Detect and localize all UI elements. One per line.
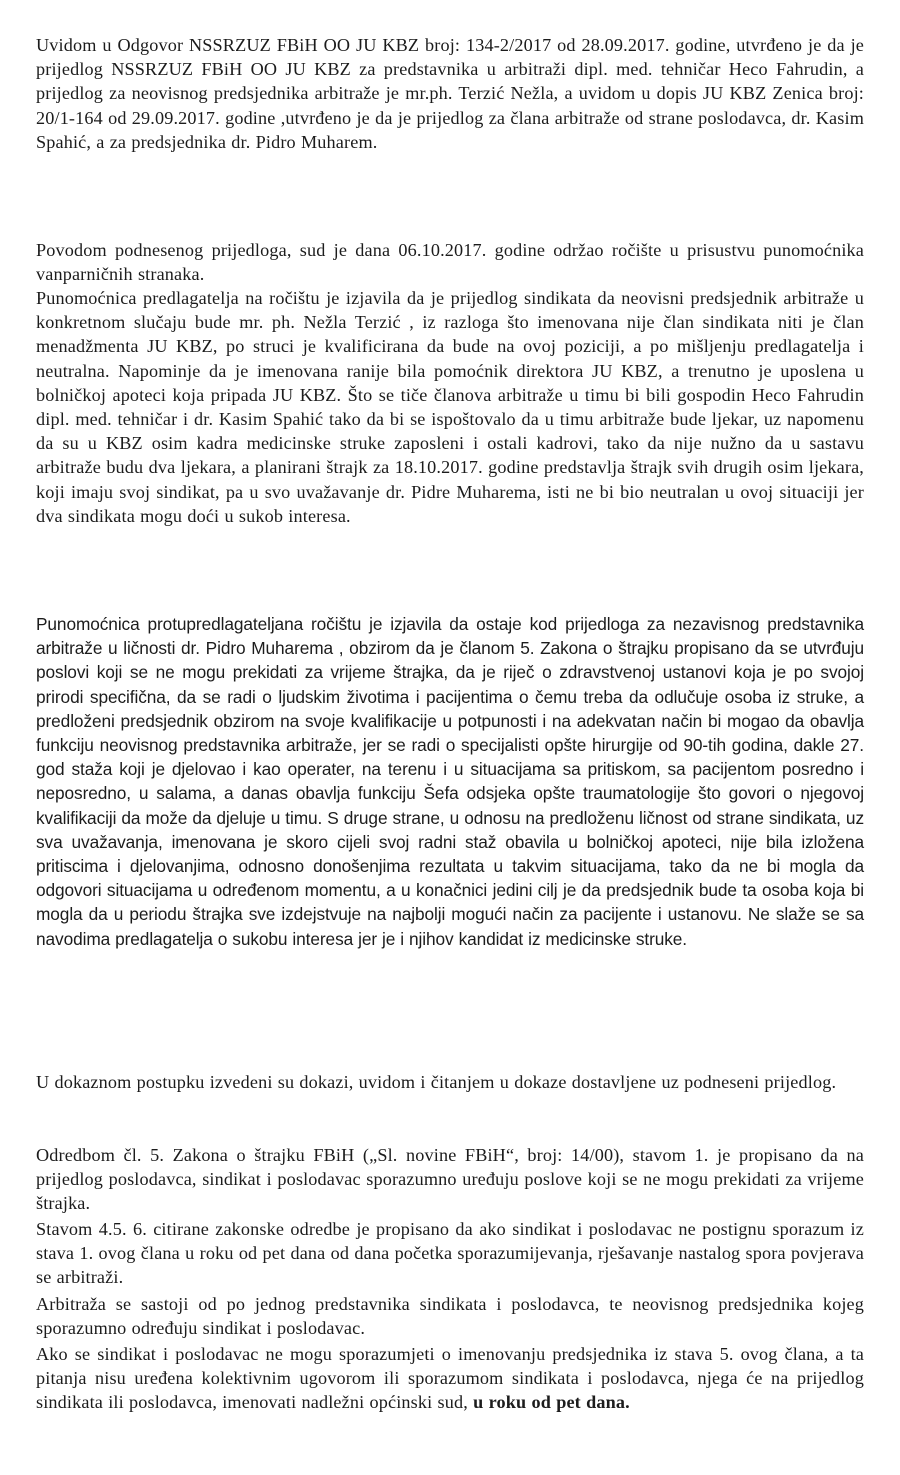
- paragraph-court-appointment: [36, 1342, 864, 1415]
- paragraph-hearing-date: Povodom podnesenog prijedloga, sud je dana 06.10.2017. godine održao ročište u prisustvu punomoćnika vanparničnih stranaka.: [36, 240, 864, 285]
- court-appointment-text: Ako se sindikat i poslodavac ne mogu sporazumjeti o imenovanju predsjednika iz stava 5. ovog člana, a ta pitanja nisu uređena kolektivnim ugovorom ili sporazumom sindikata i poslodavca, njega će na prijedlog sindikata ili poslodavca, imenovati nadležni općinski sud,: [36, 1344, 864, 1413]
- paragraph-counter-proposer-statement: Punomoćnica protupredlagateljana ročištu je izjavila da ostaje kod prijedloga za nezavisnog predstavnika arbitraže u ličnosti dr. Pidro Muharema , obzirom da je članom 5. Zakona o štrajku propisano da se utvrđuju poslovi koji se ne mogu prekidati za vrijeme štrajka, da je riječ o zdravstvenoj ustanovi koja je po svojoj prirodi specifična, da se radi o ljudskim životima i pacijentima o čemu treba da odlučuje osoba iz struke, a predloženi predsjednik obzirom na svoje kvalifikacije u potpunosti i na adekvatan način bi mogao da obavlja funkciju neovisnog predstavnika arbitraže, jer se radi o specijalisti opšte hirurgije od 90-tih godina, dakle 27. god staža koji je djelovao i kao operater, na terenu i u situacijama sa pritiskom, sa pacijentom posredno i neposredno, u salama, a danas obavlja funkciju Šefa odsjeka opšte traumatologije što govori o njegovoj kvalifikaciji da može da djeluje u timu. S druge strane, u odnosu na predloženu ličnost od strane sindikata, uz sva uvažavanja, imenovana je skoro cijeli svoj radni staž obavila u bolničkoj apoteci, nije bila izložena pritiscima i djelovanjima, odnosno donošenjima rezultata u takvim situacijama, tako da ne bi mogla da odgovori situacijama u određenom momentu, a u konačnici jedini cilj je da predsjednik bude ta osoba koja bi mogla da u periodu štrajka sve izdejstvuje na najbolji mogući način za pacijente i ustanovu. Ne slaže se sa navodima predlagatelja o sukobu interesa jer je i njihov kandidat iz medicinske struke.: [36, 614, 864, 949]
- paragraph-arbitration-composition: Arbitraža se sastoji od po jednog predstavnika sindikata i poslodavca, te neovisnog predsjednika kojeg sporazumno određuju sindikat i poslodavac.: [36, 1294, 864, 1339]
- paragraph-law-article-5: Odredbom čl. 5. Zakona o štrajku FBiH („Sl. novine FBiH“, broj: 14/00), stavom 1. je propisano da na prijedlog poslodavca, sindikat i poslodavac sporazumno uređuju poslove koji se ne mogu prekidati za vrijeme štrajka.: [36, 1145, 864, 1214]
- paragraph-arbitration-proposals: Uvidom u Odgovor NSSRZUZ FBiH OO JU KBZ broj: 134-2/2017 od 28.09.2017. godine, utvrđeno je da je prijedlog NSSRZUZ FBiH OO JU KBZ za predstavnika u arbitraži dipl. med. tehničar Heco Fahrudin, a prijedlog za neovisnog predsjednika arbitraže je mr.ph. Terzić Nežla, a uvidom u dopis JU KBZ Zenica broj: 20/1-164 od 29.09.2017. godine ,utvrđeno je da je prijedlog za člana arbitraže od strane poslodavca, dr. Kasim Spahić, a za predsjednika dr. Pidro Muharem.: [36, 35, 864, 152]
- paragraph-proposer-statement: Punomoćnica predlagatelja na ročištu je izjavila da je prijedlog sindikata da neovisni predsjednik arbitraže u konkretnom slučaju bude mr. ph. Nežla Terzić , iz razloga što imenovana nije član sindikata niti je član menadžmenta JU KBZ, po struci je kvalificirana da bude na ovoj poziciji, a po mišljenju predlagatelja i neutralna. Napominje da je imenovana ranije bila pomoćnik direktora JU KBZ, a trenutno je uposlena u bolničkoj apoteci koja pripada JU KBZ. Što se tiče članova arbitraže u timu bi bili gospodin Heco Fahrudin dipl. med. tehničar i dr. Kasim Spahić tako da bi se ispoštovalo da u timu arbitraže bude ljekar, uz napomenu da su u KBZ osim kadra medicinske struke zaposleni i ostali kadrovi, tako da nije nužno da u sastavu arbitraže budu dva ljekara, a planirani štrajk za 18.10.2017. godine predstavlja štrajk svih drugih osim ljekara, koji imaju svoj sindikat, pa u svo uvažavanje dr. Pidre Muharema, isti ne bi bio neutralan u ovoj situaciji jer dva sindikata mogu doći u sukob interesa.: [36, 288, 864, 526]
- deadline-emphasis: u roku od pet dana.: [473, 1392, 630, 1413]
- paragraph-evidence-procedure: U dokaznom postupku izvedeni su dokazi, uvidom i čitanjem u dokaze dostavljene uz podneseni prijedlog.: [36, 1072, 837, 1092]
- paragraph-paragraph-4-5-6: Stavom 4.5. 6. citirane zakonske odredbe je propisano da ako sindikat i poslodavac ne postignu sporazum iz stava 1. ovog člana u roku od pet dana od dana početka sporazumijevanja, rješavanje nastalog spora povjerava se arbitraži.: [36, 1219, 864, 1288]
